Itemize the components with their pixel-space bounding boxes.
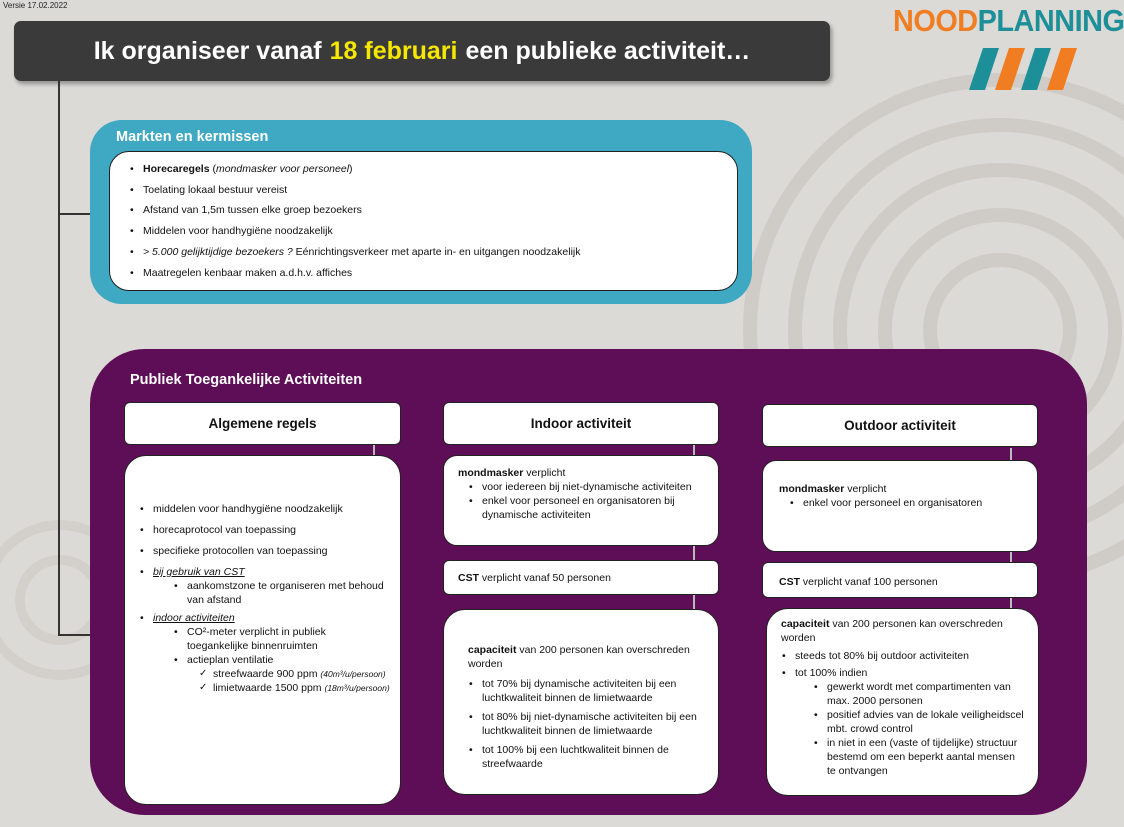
outdoor-capacity-sub: • positief advies van de lokale veiligheidscel mbt. crowd control xyxy=(827,708,1026,736)
algemeen-limietwaarde: ✓ limietwaarde 1500 ppm (18m³/u/persoon) xyxy=(213,681,390,695)
outdoor-heading: Outdoor activiteit xyxy=(762,404,1038,447)
algemeen-rule-handhygiene: • middelen voor handhygiëne noodzakelijk xyxy=(153,502,390,516)
logo-wordmark: NOODPLANNING xyxy=(893,3,1124,38)
indoor-capacity-card xyxy=(443,609,719,795)
indoor-mask-card xyxy=(443,455,719,546)
outdoor-mask-card xyxy=(762,460,1038,552)
outdoor-mask-title: mondmasker verplicht xyxy=(779,483,887,495)
markten-rule-affiches: • Maatregelen kenbaar maken a.d.h.v. affiches xyxy=(130,263,737,284)
connector-outdoor-1 xyxy=(1010,448,1012,460)
algemeen-indoor-ventilatie: • actieplan ventilatie ✓ streefwaarde 900 ppm (40m³/u/persoon) ✓ limietwaarde 1500 ppm (18m³/u/persoon) xyxy=(187,653,390,695)
markten-rule-handhygiene: • Middelen voor handhygiëne noodzakelijk xyxy=(130,221,737,242)
outdoor-capacity-item: • tot 100% indien • gewerkt wordt met compartimenten van max. 2000 personen • positief advies van de lokale veiligheidscel mbt. crowd control • in niet in een (vaste of tijdelijke) structuur bestemd om een beperkt aantal mensen te ontvangen xyxy=(795,666,1026,778)
publiek-heading: Publiek Toegankelijke Activiteiten xyxy=(130,372,363,388)
algemeen-rule-horecaprotocol: • horecaprotocol van toepassing xyxy=(153,523,390,537)
tree-connector-vertical xyxy=(58,81,60,635)
markten-rule-eenrichting: • > 5.000 gelijktijdige bezoekers ? Eénrichtingsverkeer met aparte in- en uitgangen noodzakelijk xyxy=(130,242,737,263)
indoor-heading: Indoor activiteit xyxy=(443,402,719,445)
markten-heading: Markten en kermissen xyxy=(116,129,269,145)
outdoor-capacity-sub: • in niet in een (vaste of tijdelijke) structuur bestemd om een beperkt aantal mensen te ontvangen xyxy=(827,736,1026,778)
outdoor-capacity-sub: • gewerkt wordt met compartimenten van max. 2000 personen xyxy=(827,680,1026,708)
outdoor-capacity-title: capaciteit van 200 personen kan overschreden worden xyxy=(781,618,1003,644)
indoor-capacity-item: • tot 80% bij niet-dynamische activiteiten bij een luchtkwaliteit binnen de limietwaarde xyxy=(482,710,706,738)
algemeen-streefwaarde: ✓ streefwaarde 900 ppm (40m³/u/persoon) xyxy=(213,667,390,681)
indoor-capacity-item: • tot 100% bij een luchtkwaliteit binnen de streefwaarde xyxy=(482,743,706,771)
algemeen-heading: Algemene regels xyxy=(124,402,401,445)
algemeen-rule-indoor: • indoor activiteiten • CO²-meter verplicht in publiek toegankelijke binnenruimten • actieplan ventilatie ✓ streefwaarde 900 ppm (40m³/u/persoon) ✓ limietwaarde 1500 ppm (18m³/u/persoon) xyxy=(153,611,390,695)
markten-rules-box xyxy=(109,151,738,291)
markten-rule-toelating: • Toelating lokaal bestuur vereist xyxy=(130,180,737,201)
markten-rule-horeca: • Horecaregels (mondmasker voor personeel) xyxy=(130,159,737,180)
logo-stripes-icon xyxy=(969,48,1079,90)
algemeen-indoor-co2: • CO²-meter verplicht in publiek toegankelijke binnenruimten xyxy=(187,625,390,653)
algemeen-rules-card xyxy=(124,455,401,805)
indoor-cst-card: CST verplicht vanaf 50 personen xyxy=(443,560,719,595)
page-title xyxy=(14,21,830,81)
title-highlight-date: 18 februari xyxy=(329,36,458,65)
version-label: Versie 17.02.2022 xyxy=(3,1,68,10)
indoor-mask-title: mondmasker verplicht xyxy=(458,467,566,479)
outdoor-mask-item: • enkel voor personeel en organisatoren xyxy=(803,496,1027,510)
outdoor-cst-card: CST verplicht vanaf 100 personen xyxy=(762,562,1038,598)
indoor-capacity-item: • tot 70% bij dynamische activiteiten bij een luchtkwaliteit binnen de limietwaarde xyxy=(482,677,706,705)
connector-indoor-3 xyxy=(693,594,695,609)
connector-outdoor-2 xyxy=(1010,552,1012,562)
indoor-capacity-title: capaciteit van 200 personen kan overschreden worden xyxy=(468,644,690,670)
outdoor-capacity-card xyxy=(766,608,1039,796)
title-after: een publieke activiteit… xyxy=(465,36,751,65)
publiek-section xyxy=(90,349,1087,815)
indoor-mask-item: • enkel voor personeel en organisatoren bij dynamische activiteiten xyxy=(482,494,708,522)
markten-section xyxy=(90,120,752,304)
algemeen-rule-protocollen: • specifieke protocollen van toepassing xyxy=(153,544,390,558)
noodplanning-logo xyxy=(893,3,1124,91)
tree-connector-markten xyxy=(58,213,90,215)
algemeen-rule-cst: • bij gebruik van CST • aankomstzone te organiseren met behoud van afstand xyxy=(153,565,390,607)
indoor-mask-item: • voor iedereen bij niet-dynamische activiteiten xyxy=(482,480,708,494)
connector-outdoor-3 xyxy=(1010,597,1012,608)
algemeen-cst-aankomstzone: • aankomstzone te organiseren met behoud van afstand xyxy=(187,579,390,607)
title-before: Ik organiseer vanaf xyxy=(93,36,322,65)
markten-rule-afstand: • Afstand van 1,5m tussen elke groep bezoekers xyxy=(130,200,737,221)
outdoor-capacity-item: • steeds tot 80% bij outdoor activiteiten xyxy=(795,649,1026,663)
tree-connector-publiek xyxy=(58,634,90,636)
connector-indoor-2 xyxy=(693,546,695,560)
